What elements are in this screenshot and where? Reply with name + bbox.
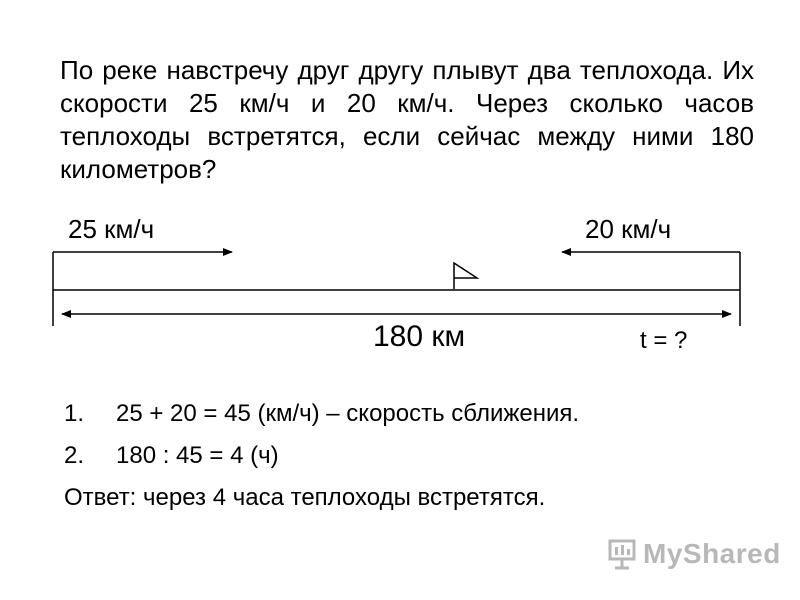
step-text: 25 + 20 = 45 (км/ч) – скорость сближения. <box>116 400 580 427</box>
watermark-text: MyShared <box>643 538 781 569</box>
solution-step-2 <box>64 438 579 480</box>
watermark-logo <box>607 538 781 570</box>
presentation-board-icon <box>607 538 637 570</box>
meeting-flag-icon <box>454 263 477 289</box>
solution-step-1 <box>64 396 579 438</box>
step-number: 2. <box>64 442 85 469</box>
time-label: t = ? <box>640 327 688 354</box>
step-number: 1. <box>64 400 85 427</box>
left-speed-label: 25 км/ч <box>68 214 155 244</box>
right-speed-label: 20 км/ч <box>585 214 672 244</box>
answer-line: Ответ: через 4 часа теплоходы встретятся. <box>64 484 546 511</box>
step-text: 180 : 45 = 4 (ч) <box>116 442 279 469</box>
solution <box>64 396 579 522</box>
problem-text: По реке навстречу друг другу плывут два теплохода. Их скорости 25 км/ч и 20 км/ч. Через сколько часов теплоходы встретятся, если сейчас между ними 180 километров? <box>60 55 754 184</box>
distance-label: 180 км <box>373 320 466 353</box>
